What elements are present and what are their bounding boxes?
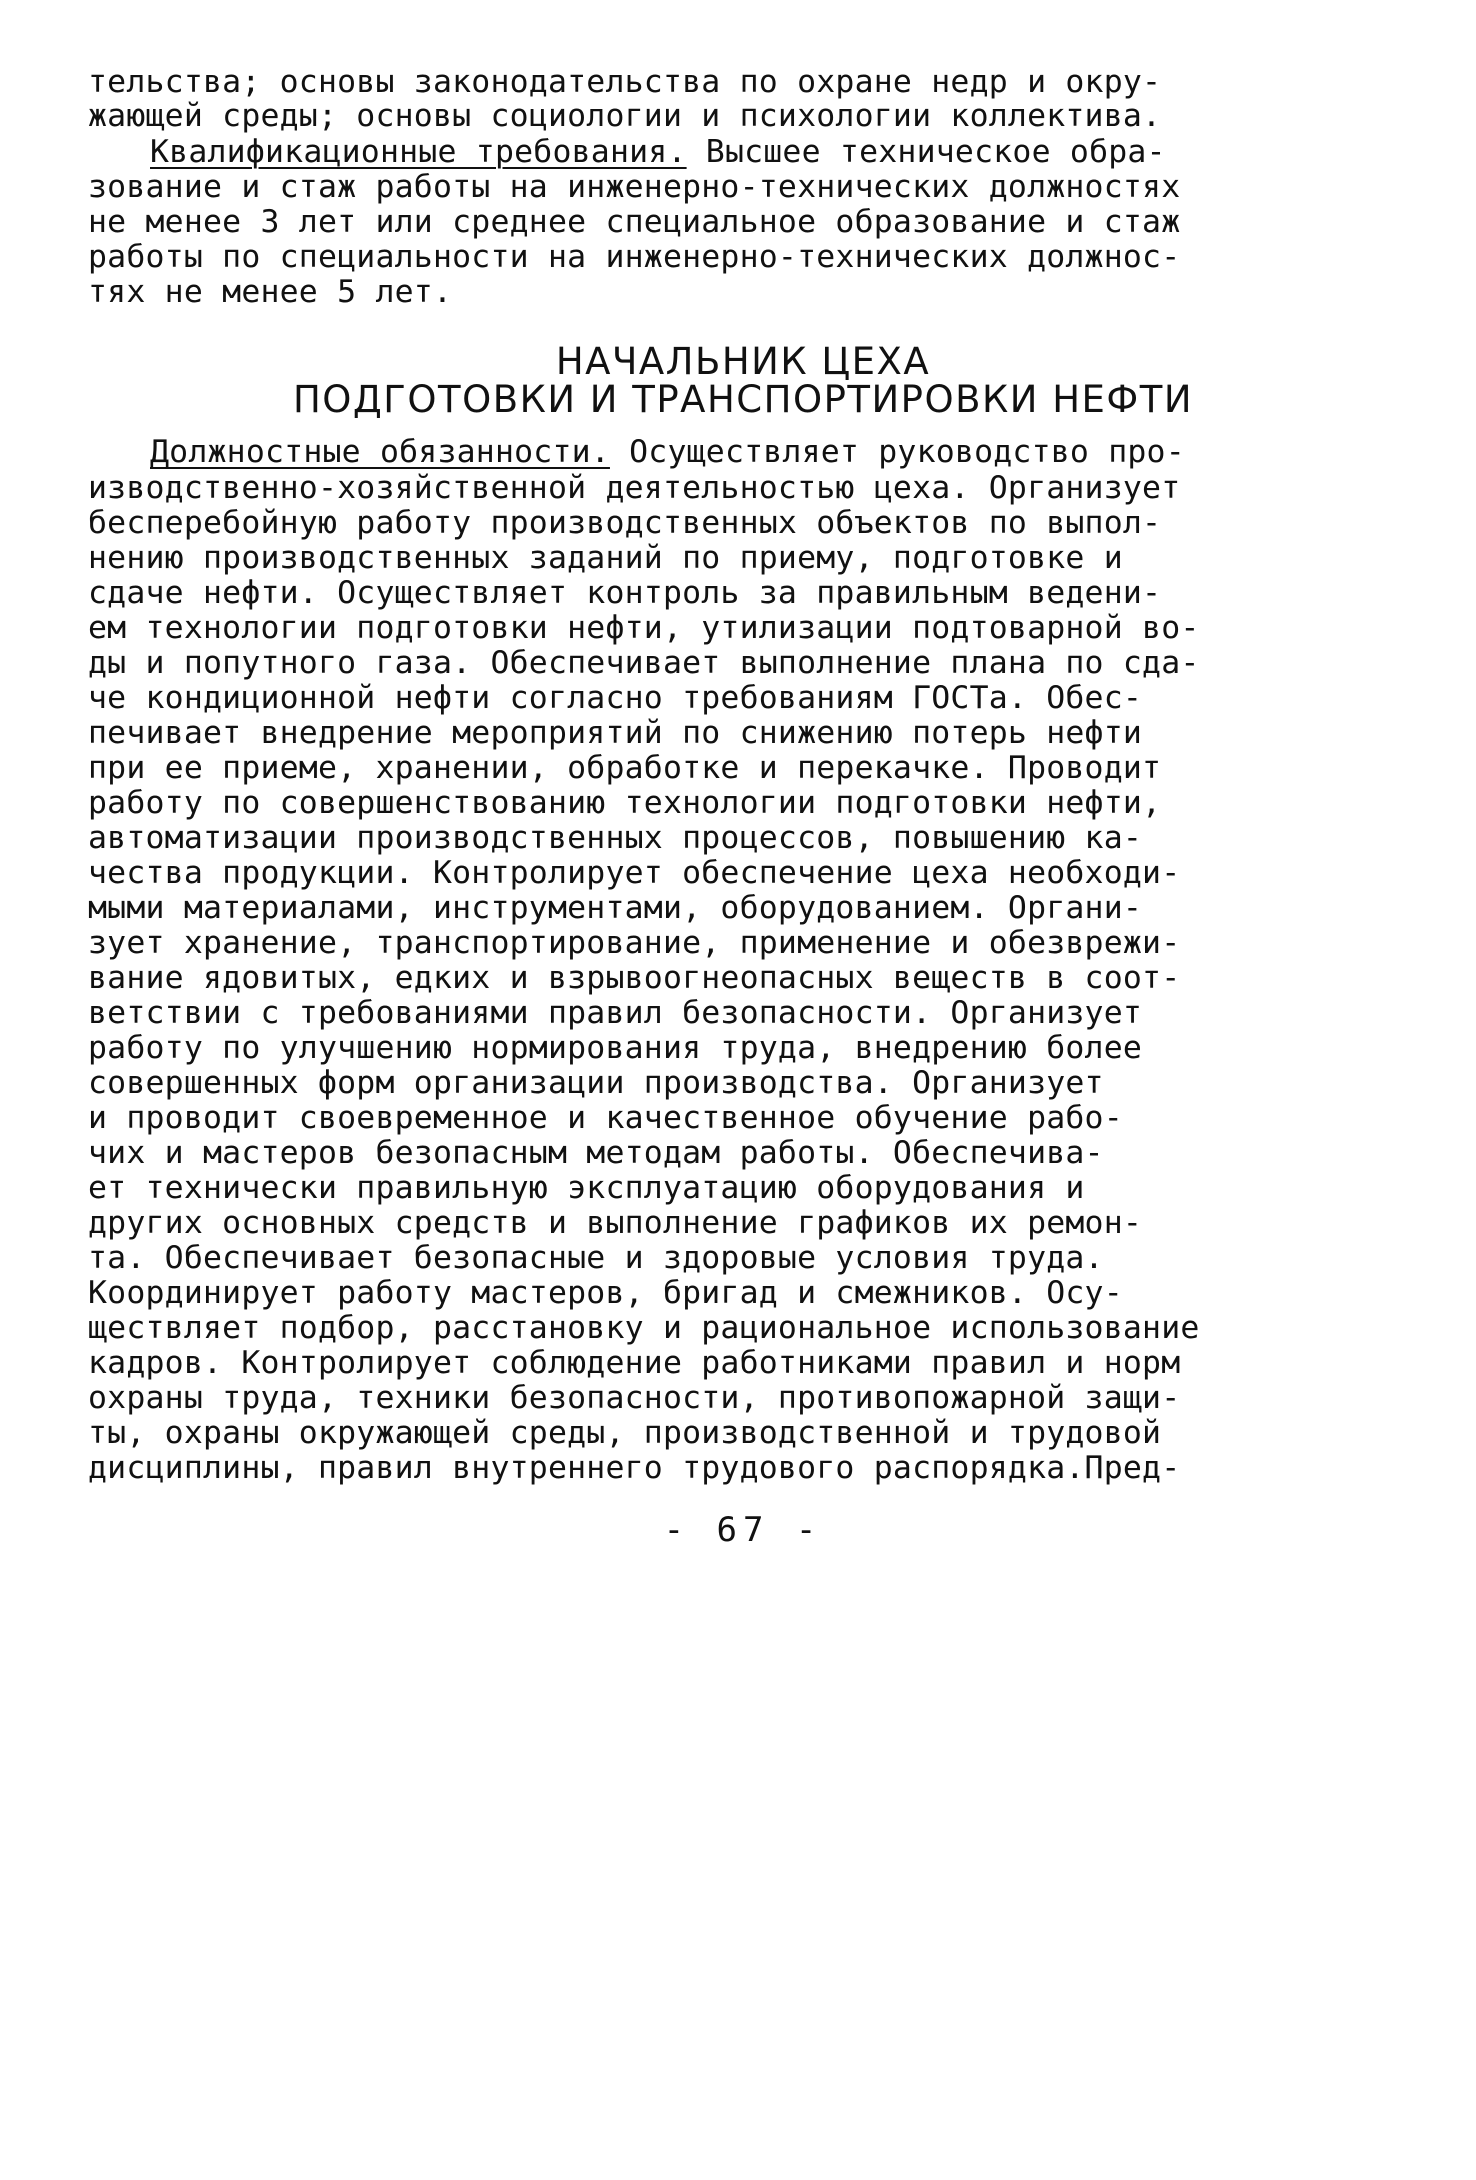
text-line: ществляет подбор, расстановку и рациональное использование (88, 1310, 1200, 1346)
text-line: зование и стаж работы на инженерно-технических должностях (88, 169, 1181, 205)
text-line: других основных средств и выполнение графиков их ремон- (88, 1205, 1143, 1241)
text-line: чества продукции. Контролирует обеспечение цеха необходи- (88, 855, 1181, 891)
text-line: бесперебойную работу производственных объектов по выпол- (88, 505, 1162, 541)
duties-first-line (150, 432, 1400, 472)
text-line: ет технически правильную эксплуатацию оборудования и (88, 1170, 1085, 1206)
text-line: работу по улучшению нормирования труда, внедрению более (88, 1030, 1143, 1066)
text-line: охраны труда, техники безопасности, противопожарной защи- (88, 1380, 1181, 1416)
text-line: автоматизации производственных процессов, повышению ка- (88, 820, 1143, 856)
text-line: ты, охраны окружающей среды, производственной и трудовой (88, 1415, 1162, 1451)
text-line: нению производственных заданий по приему, подготовке и (88, 540, 1123, 576)
text-line: ем технологии подготовки нефти, утилизации подтоварной во- (88, 610, 1200, 646)
text-line: кадров. Контролирует соблюдение работниками правил и норм (88, 1345, 1181, 1381)
section-title-line-2: ПОДГОТОВКИ И ТРАНСПОРТИРОВКИ НЕФТИ (292, 378, 1194, 421)
text-line: че кондиционной нефти согласно требованиям ГОСТа. Обес- (88, 680, 1143, 716)
page-number: - 67 - (663, 1510, 823, 1550)
text-line: при ее приеме, хранении, обработке и перекачке. Проводит (88, 750, 1162, 786)
section-title-line-1: НАЧАЛЬНИК ЦЕХА (555, 340, 931, 383)
text-line: чих и мастеров безопасным методам работы. Обеспечива- (88, 1135, 1104, 1171)
text-line: работы по специальности на инженерно-технических должнос- (88, 239, 1181, 275)
text-line: Координирует работу мастеров, бригад и смежников. Осу- (88, 1275, 1123, 1311)
text-line: дисциплины, правил внутреннего трудового распорядка.Пред- (88, 1450, 1181, 1486)
text-line: ды и попутного газа. Обеспечивает выполнение плана по сда- (88, 645, 1200, 681)
text-line: совершенных форм организации производства. Организует (88, 1065, 1104, 1101)
qualifications-first-line (150, 132, 1400, 172)
text-line-fragment: Высшее техническое обра- (686, 134, 1166, 170)
text-line: та. Обеспечивает безопасные и здоровые условия труда. (88, 1240, 1104, 1276)
text-line: зует хранение, транспортирование, применение и обезврежи- (88, 925, 1181, 961)
text-line: и проводит своевременное и качественное обучение рабо- (88, 1100, 1123, 1136)
qualifications-label: Квалификационные требования. (150, 134, 687, 170)
text-line: жающей среды; основы социологии и психологии коллектива. (88, 98, 1162, 134)
text-line: изводственно-хозяйственной деятельностью цеха. Организует (88, 470, 1181, 506)
text-line: тельства; основы законодательства по охране недр и окру- (88, 64, 1162, 100)
text-line: не менее 3 лет или среднее специальное образование и стаж (88, 204, 1181, 240)
text-line: сдаче нефти. Осуществляет контроль за правильным ведени- (88, 575, 1162, 611)
text-line: работу по совершенствованию технологии подготовки нефти, (88, 785, 1162, 821)
text-line-fragment: Осуществляет руководство про- (609, 434, 1185, 470)
duties-label: Должностные обязанности. (150, 434, 610, 470)
text-line: мыми материалами, инструментами, оборудованием. Органи- (88, 890, 1143, 926)
text-line: печивает внедрение мероприятий по снижению потерь нефти (88, 715, 1143, 751)
text-line: тях не менее 5 лет. (88, 274, 453, 310)
text-line: ветствии с требованиями правил безопасности. Организует (88, 995, 1143, 1031)
text-line: вание ядовитых, едких и взрывоогнеопасных веществ в соот- (88, 960, 1181, 996)
